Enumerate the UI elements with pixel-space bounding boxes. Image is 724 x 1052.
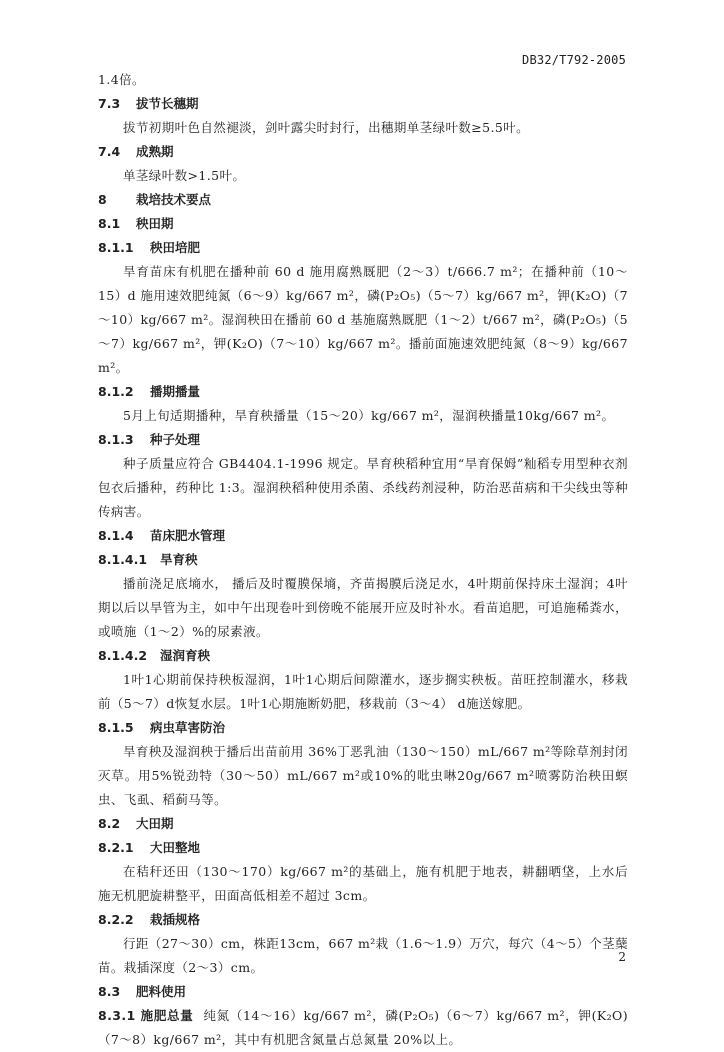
section-number: 8.1.5 <box>98 720 134 735</box>
section-title: 种子处理 <box>150 432 201 447</box>
paragraph: 旱育秧及湿润秧于播后出苗前用 36%丁恶乳油（130～150）mL/667 m²等除草剂封闭灭草。用5%锐劲特（30～50）mL/667 m²或10%的吡虫啉20g/667 m²喷雾防治秧田螟虫、飞虱、稻蓟马等。 <box>98 744 628 807</box>
document-body <box>98 68 628 1052</box>
paragraph: 5月上旬适期播种，旱育秧播量（15～20）kg/667 m²，湿润秧播量10kg/667 m²。 <box>123 408 615 423</box>
section-title: 栽培技术要点 <box>136 192 212 207</box>
section-heading <box>98 212 628 236</box>
section-heading <box>98 428 628 452</box>
section-title: 旱育秧 <box>160 552 198 567</box>
paragraph: 在秸秆还田（130～170）kg/667 m²的基础上，施有机肥于地表，耕翻晒垡，上水后施无机肥旋耕整平，田面高低相差不超过 3cm。 <box>98 864 628 903</box>
section-number: 8.2.1 <box>98 840 134 855</box>
section-heading <box>98 836 628 860</box>
paragraph <box>98 1004 628 1052</box>
section-title: 成熟期 <box>136 144 174 159</box>
section-number: 7.3 <box>98 96 121 111</box>
section-number: 8.1.1 <box>98 240 134 255</box>
section-title: 大田期 <box>136 816 174 831</box>
paragraph: 种子质量应符合 GB4404.1-1996 规定。旱育秧稻种宜用“旱育保姆”籼稻专用型种衣剂包衣后播种，药种比 1:3。湿润秧稻种使用杀菌、杀线药剂浸种，防治恶苗病和干尖线虫等种传病害。 <box>98 456 628 519</box>
section-number: 7.4 <box>98 144 121 159</box>
paragraph: 1.4倍。 <box>98 72 145 87</box>
section-heading <box>98 908 628 932</box>
section-number: 8.2.2 <box>98 912 134 927</box>
paragraph: 单茎绿叶数>1.5叶。 <box>123 168 246 183</box>
paragraph: 旱育苗床有机肥在播种前 60 d 施用腐熟厩肥（2～3）t/666.7 m²；在播种前（10～15）d 施用速效肥纯氮（6～9）kg/667 m²，磷(P₂O₅)（5～7）kg/667 m²，钾(K₂O)（7～10）kg/667 m²。湿润秧田在播前 60 d 基施腐熟厩肥（1～2）t/667 m²，磷(P₂O₅)（5～7）kg/667 m²，钾(K₂O)（7～10）kg/667 m²。播前面施速效肥纯氮（8～9）kg/667 m²。 <box>98 264 628 375</box>
standard-code: DB32/T792-2005 <box>522 53 626 67</box>
section-title: 秧田期 <box>136 216 174 231</box>
section-title: 大田整地 <box>150 840 201 855</box>
section-number: 8.3 <box>98 984 121 999</box>
section-number: 8.1.4 <box>98 528 134 543</box>
section-title: 播期播量 <box>150 384 201 399</box>
section-number: 8.1.3 <box>98 432 134 447</box>
section-number: 8.1.4.2 <box>98 648 148 663</box>
section-heading <box>98 980 628 1004</box>
section-heading <box>98 524 628 548</box>
section-number: 8 <box>98 192 107 207</box>
section-number: 8.1.4.1 <box>98 552 148 567</box>
inline-heading: 8.3.1 施肥总量 <box>98 1008 194 1023</box>
paragraph: 拔节初期叶色自然褪淡，剑叶露尖时封行，出穗期单茎绿叶数≥5.5叶。 <box>123 120 530 135</box>
section-title: 湿润育秧 <box>160 648 211 663</box>
page-number: 2 <box>618 950 626 964</box>
section-title: 栽插规格 <box>150 912 201 927</box>
section-number: 8.1.2 <box>98 384 134 399</box>
section-title: 拔节长穗期 <box>136 96 199 111</box>
paragraph-text: 纯氮（14～16）kg/667 m²，磷(P₂O₅)（6～7）kg/667 m²，钾(K₂O)（7～8）kg/667 m²，其中有机肥含氮量占总氮量 20%以上。 <box>98 1008 628 1047</box>
section-heading <box>98 92 628 116</box>
section-heading <box>98 644 628 668</box>
section-title: 苗床肥水管理 <box>150 528 226 543</box>
section-heading <box>98 236 628 260</box>
paragraph: 播前浇足底墒水， 播后及时覆膜保墒，齐苗揭膜后浇足水，4叶期前保持床土湿润；4叶期以后以旱管为主，如中午出现卷叶到傍晚不能展开应及时补水。看苗追肥，可追施稀粪水，或喷施（1～2）%的尿素液。 <box>98 576 628 639</box>
section-heading <box>98 812 628 836</box>
section-heading <box>98 380 628 404</box>
section-heading <box>98 188 628 212</box>
section-number: 8.1 <box>98 216 121 231</box>
section-title: 肥料使用 <box>136 984 187 999</box>
section-heading <box>98 140 628 164</box>
section-heading <box>98 716 628 740</box>
paragraph: 行距（27～30）cm，株距13cm，667 m²栽（1.6～1.9）万穴，每穴（4～5）个茎蘖苗。栽插深度（2～3）cm。 <box>98 936 628 975</box>
paragraph: 1叶1心期前保持秧板湿润，1叶1心期后间隙灌水，逐步搁实秧板。苗旺控制灌水，移栽前（5～7）d恢复水层。1叶1心期施断奶肥，移栽前（3～4） d施送嫁肥。 <box>98 672 628 711</box>
section-title: 秧田培肥 <box>150 240 201 255</box>
section-title: 病虫草害防治 <box>150 720 226 735</box>
section-number: 8.2 <box>98 816 121 831</box>
section-heading <box>98 548 628 572</box>
